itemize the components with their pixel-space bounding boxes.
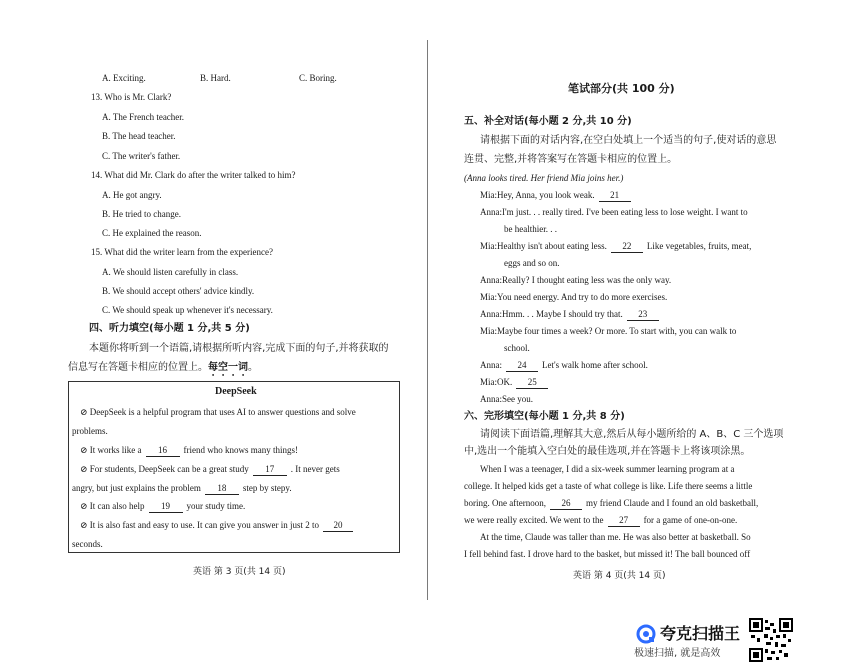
box-line-3: ⊘ For students, DeepSeek can be a great study 17 . It never gets [80,464,340,474]
dialogue-line-4: Anna:Really? I thought eating less was the only way. [480,275,672,285]
dialogue-line-2b: be healthier. . . [504,224,557,234]
blank-19[interactable]: 19 [149,501,183,513]
left-page-footer: 英语 第 3 页(共 14 页) [193,567,286,577]
dialogue-line-6: Anna:Hmm. . . Maybe I should try that. 23 [480,308,663,321]
blank-26[interactable]: 26 [550,498,582,510]
q12-option-a: A. Exciting. [102,73,146,83]
section4-instructions-line2: 信息写在答题卡相应的位置上。每空一词。 [68,362,258,373]
passage-line-6: I fell behind fast. I drove hard to the basket, but missed it! The ball bounced off [464,549,751,559]
q13-option-b: B. The head teacher. [102,131,176,141]
box-line-1b: problems. [72,426,108,436]
dialogue-line-3b: eggs and so on. [504,258,560,268]
dialogue-line-8: Anna: 24 Let's walk home after school. [480,360,648,370]
q13-option-a: A. The French teacher. [102,112,185,122]
box-line-4: angry, but just explains the problem 18 step by stepy. [72,483,292,493]
blank-25[interactable]: 25 [516,377,548,389]
section5-title: 五、补全对话(每小题 2 分,共 10 分) [464,116,632,127]
check-circle-icon: ⊘ [80,445,88,455]
check-circle-icon: ⊘ [80,464,88,474]
dialogue-line-1: Mia:Hey, Anna, you look weak. 21 [480,189,635,202]
box-line-5: ⊘ It can also help 19 your study time. [80,501,246,511]
q12-option-b: B. Hard. [200,73,231,83]
blank-23[interactable]: 23 [627,309,659,321]
passage-line-2: college. It helped kids get a taste of what college is like. Life there seems a little [464,481,753,491]
q14-option-b: B. He tried to change. [102,209,181,219]
dialogue-line-10: Anna:See you. [480,394,533,404]
page-divider [427,40,428,600]
blank-24[interactable]: 24 [506,360,538,372]
section4-instructions-line1: 本题你将听到一个语篇,请根据所听内容,完成下面的句子,并将获取的 [89,343,389,354]
blank-27[interactable]: 27 [608,515,640,527]
written-part-heading: 笔试部分(共 100 分) [568,82,675,95]
scanner-slogan: 极速扫描, 就是高效 [634,648,721,659]
dialogue-line-7: Mia:Maybe four times a week? Or more. To start with, you can walk to [480,326,737,336]
check-circle-icon: ⊘ [80,407,88,417]
blank-18[interactable]: 18 [205,483,239,495]
qr-code-icon [749,618,793,662]
dialogue-line-2: Anna:I'm just. . . really tired. I've been eating less to lose weight. I want to [480,207,748,217]
section6-instructions-line1: 请阅读下面语篇,理解其大意,然后从每小题所给的 A、B、C 三个选项 [480,429,784,440]
q13-stem: 13. Who is Mr. Clark? [91,92,172,102]
scanner-logo-icon [636,624,656,644]
passage-line-5: At the time, Claude was taller than me. He was also better at basketball. So [480,532,751,542]
check-circle-icon: ⊘ [80,501,88,511]
dialogue-context: (Anna looks tired. Her friend Mia joins her.) [464,173,624,183]
box-line-1: ⊘ DeepSeek is a helpful program that uses AI to answer questions and solve [80,407,356,417]
blank-16[interactable]: 16 [146,445,180,457]
section4-title: 四、听力填空(每小题 1 分,共 5 分) [89,323,250,334]
dialogue-line-3: Mia:Healthy isn't about eating less. 22 Like vegetables, fruits, meat, [480,241,752,251]
scanner-brand: 夸克扫描王 [660,624,741,643]
box-title: DeepSeek [215,386,257,397]
blank-20[interactable]: 20 [323,520,353,532]
q15-option-a: A. We should listen carefully in class. [102,267,239,277]
right-page-footer: 英语 第 4 页(共 14 页) [573,571,666,581]
passage-line-1: When I was a teenager, I did a six-week summer learning program at a [480,464,735,474]
q14-stem: 14. What did Mr. Clark do after the writer talked to him? [91,170,296,180]
q14-option-a: A. He got angry. [102,190,162,200]
blank-22[interactable]: 22 [611,241,643,253]
passage-line-3: boring. One afternoon, 26 my friend Claude and I found an old basketball, [464,498,759,508]
dialogue-line-5: Mia:You need energy. And try to do more exercises. [480,292,668,302]
dialogue-line-9: Mia:OK. 25 [480,376,552,389]
emphasis-one-word: 每空一词 [208,362,248,373]
box-line-2: ⊘ It works like a 16 friend who knows many things! [80,445,299,455]
q14-option-c: C. He explained the reason. [102,228,202,238]
section5-instructions-line1: 请根据下面的对话内容,在空白处填上一个适当的句子,使对话的意思 [480,135,777,146]
check-circle-icon: ⊘ [80,520,88,530]
blank-17[interactable]: 17 [253,464,287,476]
box-line-6b: seconds. [72,539,103,549]
blank-21[interactable]: 21 [599,190,631,202]
section6-title: 六、完形填空(每小题 1 分,共 8 分) [464,411,625,422]
box-line-6: ⊘ It is also fast and easy to use. It can give you answer in just 2 to 20 [80,519,357,532]
passage-line-4: we were really excited. We went to the 27 for a game of one-on-one. [464,515,738,525]
section6-instructions-line2: 中,选出一个能填入空白处的最佳选项,并在答题卡上将该项涂黑。 [464,446,751,457]
q15-stem: 15. What did the writer learn from the experience? [91,247,274,257]
q15-option-c: C. We should speak up whenever it's necessary. [102,305,273,315]
q15-option-b: B. We should accept others' advice kindly. [102,286,255,296]
dialogue-line-7b: school. [504,343,530,353]
section5-instructions-line2: 连贯、完整,并将答案写在答题卡相应的位置上。 [464,154,678,165]
q12-option-c: C. Boring. [299,73,337,83]
q13-option-c: C. The writer's father. [102,151,181,161]
